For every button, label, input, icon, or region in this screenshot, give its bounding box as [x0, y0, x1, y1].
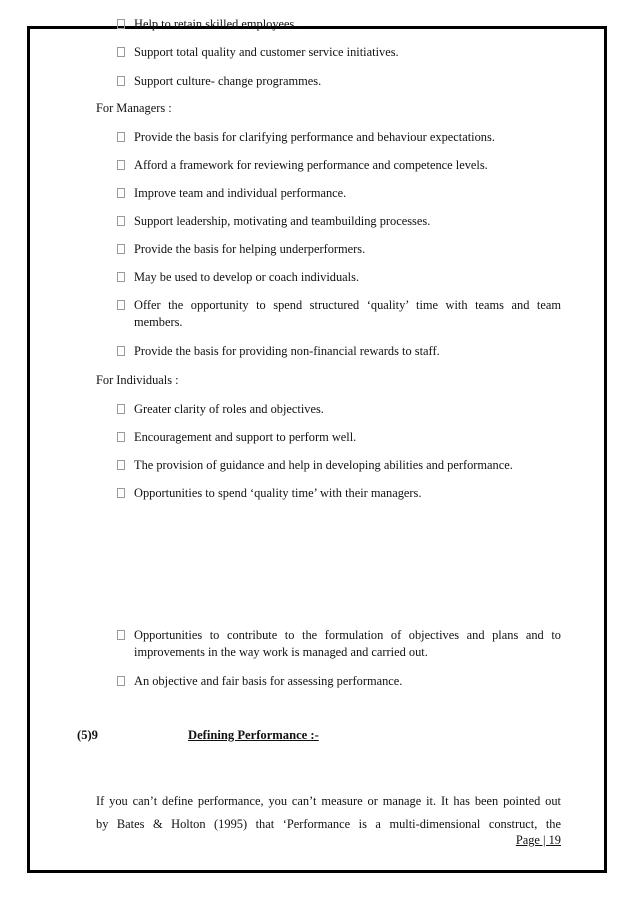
bullet-box-icon: [117, 300, 125, 310]
list-item: Provide the basis for helping underperformers.: [134, 242, 366, 256]
bullet-box-icon: [117, 244, 125, 254]
section-title: Defining Performance :-: [188, 728, 319, 742]
bullet-box-icon: [117, 404, 125, 414]
bullet-box-icon: [117, 132, 125, 142]
list-item: Provide the basis for providing non-financial rewards to staff.: [134, 344, 440, 358]
list-item: Provide the basis for clarifying performance and behaviour expectations.: [134, 130, 495, 144]
list-item: Improve team and individual performance.: [134, 186, 347, 200]
paragraph-line: If you can’t define performance, you can’t measure or manage it. It has been pointed out: [96, 794, 561, 808]
list-item: Support leadership, motivating and teambuilding processes.: [134, 214, 431, 228]
bullet-box-icon: [117, 432, 125, 442]
body-paragraph: [96, 790, 561, 836]
bullet-box-icon: [117, 346, 125, 356]
individuals-label: For Individuals :: [96, 373, 179, 387]
bullet-box-icon: [117, 272, 125, 282]
list-item: Support culture- change programmes.: [134, 74, 322, 88]
page-border: [27, 26, 607, 873]
list-item: May be used to develop or coach individuals.: [134, 270, 360, 284]
list-item: Support total quality and customer service initiatives.: [134, 45, 399, 59]
managers-label: For Managers :: [96, 101, 172, 115]
bullet-box-icon: [117, 47, 125, 57]
list-item: Help to retain skilled employees.: [134, 17, 298, 31]
bullet-box-icon: [117, 76, 125, 86]
bullet-box-icon: [117, 676, 125, 686]
list-item: Greater clarity of roles and objectives.: [134, 402, 324, 416]
section-number: (5)9: [77, 728, 98, 742]
bullet-box-icon: [117, 630, 125, 640]
list-item: An objective and fair basis for assessing performance.: [134, 674, 403, 688]
list-item: Opportunities to contribute to the formulation of objectives and plans and to improvements in the way work is managed and carried out.: [134, 628, 561, 659]
bullet-box-icon: [117, 216, 125, 226]
list-item: Offer the opportunity to spend structured ‘quality’ time with teams and team members.: [134, 298, 561, 329]
bullet-box-icon: [117, 488, 125, 498]
list-item: The provision of guidance and help in developing abilities and performance.: [134, 458, 513, 472]
bullet-box-icon: [117, 19, 125, 29]
paragraph-line: by Bates & Holton (1995) that ‘Performance is a multi-dimensional construct, the: [96, 817, 561, 831]
bullet-box-icon: [117, 160, 125, 170]
page-number: Page | 19: [515, 833, 561, 847]
list-item: Opportunities to spend ‘quality time’ with their managers.: [134, 486, 422, 500]
bullet-box-icon: [117, 460, 125, 470]
list-item: Afford a framework for reviewing performance and competence levels.: [134, 158, 488, 172]
bullet-box-icon: [117, 188, 125, 198]
list-item: Encouragement and support to perform well.: [134, 430, 357, 444]
